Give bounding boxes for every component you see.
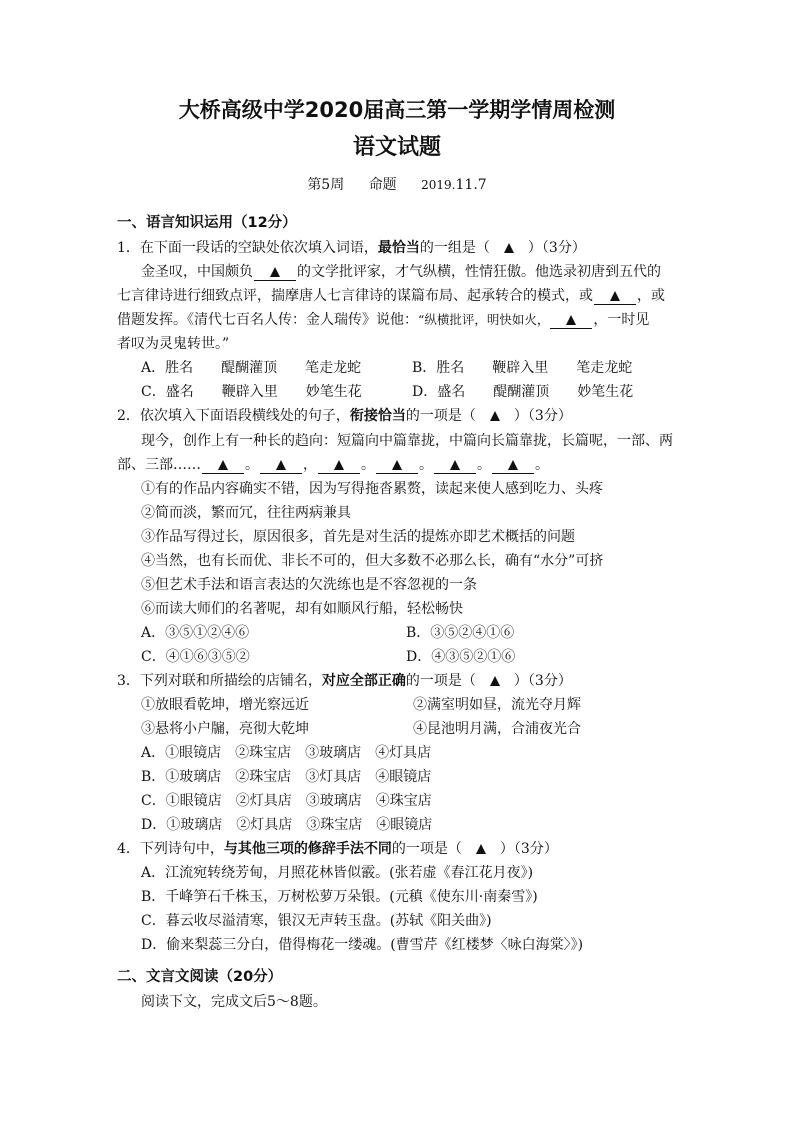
blank-field (434, 457, 476, 474)
exam-title: 大桥高级中学2020届高三第一学期学情周检测 (178, 98, 616, 122)
week-label: 第5周 (307, 177, 345, 193)
q3-option-a: A．①眼镜店 ②珠宝店 ③玻璃店 ④灯具店 (141, 745, 432, 761)
blank-field (202, 457, 244, 474)
q2-stem: 2．依次填入下面语段横线处的句子，衔接恰当的一项是（ ）（3分） (117, 408, 572, 424)
blank-field (318, 457, 360, 474)
q1-option-c: C．盛名 鞭辟入里 妙笔生花 (141, 384, 362, 400)
q3-stem: 3．下列对联和所描绘的店铺名，对应全部正确的一项是（ ）（3分） (117, 673, 572, 689)
blank-field (254, 264, 296, 281)
q3-item: ②满室明如昼，流光夺月辉 (413, 697, 581, 713)
q2-item: ⑤但艺术手法和语言表达的欠洗练也是不容忽视的一条 (141, 577, 477, 593)
q1-passage-line: 借题发挥。《清代七百名人传：金人瑞传》说他：“纵横批评，明快如火， ，一时见 (117, 312, 650, 328)
q1-option-a: A．胜名 醍醐灌顶 笔走龙蛇 (141, 360, 362, 376)
q2-passage-line: 部、三部…… 。 ， 。 。 。 。 (117, 457, 549, 473)
q4-option-c: C．暮云收尽溢清寒，银汉无声转玉盘。(苏轼《阳关曲》) (141, 913, 492, 929)
blank-field (492, 457, 534, 474)
q4-option-d: D．偷来梨蕊三分白，借得梅花一缕魂。(曹雪芹《红楼梦〈咏白海棠〉》) (141, 937, 584, 953)
exam-date: 2019.11.7 (421, 177, 487, 193)
section-heading-2: 二、文言文阅读（20分） (117, 969, 283, 985)
q3-item: ③悬将小户牖，亮彻大乾坤 (141, 721, 309, 737)
answer-triangle-icon (476, 844, 486, 854)
q2-option-c: C．④①⑥③⑤② (141, 649, 250, 665)
q3-item: ④昆池明月满，合浦夜光合 (413, 721, 581, 737)
q2-item: ①有的作品内容确实不错，因为写得拖沓累赘，读起来使人感到吃力、头疼 (141, 481, 603, 497)
exam-meta (0, 174, 794, 194)
section2-intro: 阅读下文，完成文后5～8题。 (141, 994, 327, 1010)
q1-stem: 1．在下面一段话的空缺处依次填入词语，最恰当的一组是（ ）（3分） (117, 240, 586, 256)
q3-option-d: D．①玻璃店 ②灯具店 ③珠宝店 ④眼镜店 (141, 817, 433, 833)
q2-option-a: A．③⑤①②④⑥ (141, 625, 250, 641)
q1-passage-line: 者叹为灵鬼转世。” (117, 336, 230, 352)
q4-stem: 4．下列诗句中，与其他三项的修辞手法不同的一项是（ ）（3分） (117, 841, 558, 857)
q2-item: ③作品写得过长，原因很多，首先是对生活的提炼亦即艺术概括的问题 (141, 529, 575, 545)
answer-triangle-icon (490, 411, 500, 421)
q2-item: ⑥而读大师们的名著呢，却有如顺风行船，轻松畅快 (141, 601, 463, 617)
q2-option-d: D．④③⑤②①⑥ (406, 649, 516, 665)
blank-field (260, 457, 302, 474)
section-heading-1: 一、语言知识运用（12分） (117, 215, 297, 231)
blank-field (594, 288, 636, 305)
q3-item: ①放眼看乾坤，增光察远近 (141, 697, 309, 713)
subject-title: 语文试题 (352, 134, 441, 160)
blank-field (550, 312, 592, 329)
q3-option-b: B．①玻璃店 ②珠宝店 ③灯具店 ④眼镜店 (141, 769, 432, 785)
q3-option-c: C．①眼镜店 ②灯具店 ③玻璃店 ④珠宝店 (141, 793, 432, 809)
q4-option-b: B．千峰笋石千株玉，万树松萝万朵银。(元稹《使东川·南秦雪》) (141, 889, 538, 905)
answer-triangle-icon (504, 243, 514, 253)
q1-passage-line: 金圣叹，中国颇负 的文学批评家，才气纵横，性情狂傲。他选录初唐到五代的 (141, 264, 661, 280)
q2-option-b: B．③⑤②④①⑥ (406, 625, 515, 641)
q1-option-d: D．盛名 醍醐灌顶 妙笔生花 (412, 384, 634, 400)
author-label: 命题 (368, 177, 397, 193)
answer-triangle-icon (490, 676, 500, 686)
q1-passage-line: 七言律诗进行细致点评，揣摩唐人七言律诗的谋篇布局、起承转合的模式，或 ，或 (117, 288, 665, 304)
q2-item: ②简而淡，繁而冗，往往两病兼具 (141, 505, 351, 521)
q2-passage-line: 现今，创作上有一种长的趋向：短篇向中篇靠拢，中篇向长篇靠拢，长篇呢，一部、两 (141, 433, 673, 449)
q2-item: ④当然，也有长而优、非长不可的，但大多数不必那么长，确有“水分”可挤 (141, 553, 604, 569)
blank-field (376, 457, 418, 474)
q1-option-b: B．胜名 鞭辟入里 笔走龙蛇 (412, 360, 633, 376)
q4-option-a: A．江流宛转绕芳甸，月照花林皆似霰。(张若虚《春江花月夜》) (141, 865, 534, 881)
